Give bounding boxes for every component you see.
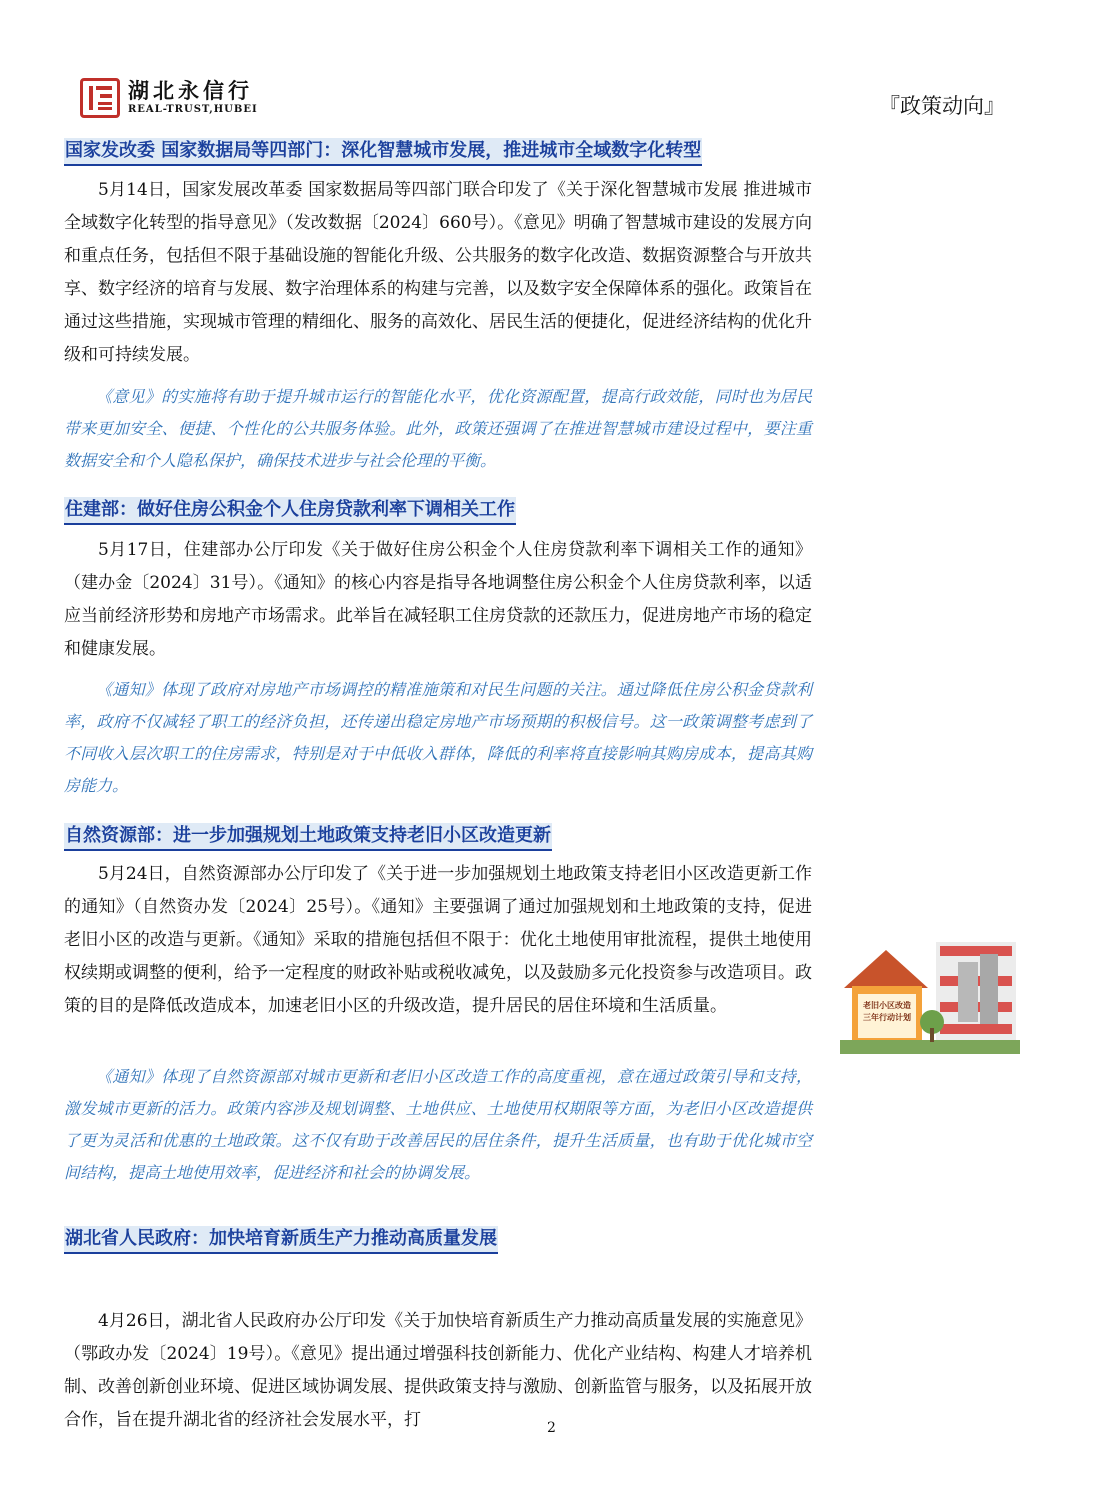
illustration-title-line1: 老旧小区改造 xyxy=(863,1001,911,1010)
company-logo xyxy=(80,78,258,118)
section-body-mnr: 5月24日，自然资源部办公厅印发了《关于进一步加强规划土地政策支持老旧小区改造更新工作的通知》（自然资办发〔2024〕25号）。《通知》主要强调了通过加强规划和土地政策的支持，促进老旧小区的改造与更新。《通知》采取的措施包括但不限于：优化土地使用审批流程，提供土地使用权续期或调整的便利，给予一定程度的财政补贴或税收减免，以及鼓励多元化投资参与改造项目。政策的目的是降低改造成本，加速老旧小区的升级改造，提升居民的居住环境和生活质量。 xyxy=(64,864,812,1016)
page-number: 2 xyxy=(547,1420,556,1436)
renovation-house-icon xyxy=(840,932,1020,1054)
section-heading-mohurd: 住建部：做好住房公积金个人住房贷款利率下调相关工作 xyxy=(64,497,516,525)
section-body-mohurd: 5月17日，住建部办公厅印发《关于做好住房公积金个人住房贷款利率下调相关工作的通知》（建办金〔2024〕31号）。《通知》的核心内容是指导各地调整住房公积金个人住房贷款利率，以适应当前经济形势和房地产市场需求。此举旨在减轻职工住房贷款的还款压力，促进房地产市场的稳定和健康发展。 xyxy=(64,540,812,659)
seal-logo-icon xyxy=(80,78,120,118)
section-tag: 『政策动向』 xyxy=(879,94,1005,118)
section-comment-mohurd: 《通知》体现了政府对房地产市场调控的精准施策和对民生问题的关注。通过降低住房公积金贷款利率，政府不仅减轻了职工的经济负担，还传递出稳定房地产市场预期的积极信号。这一政策调整考虑到了不同收入层次职工的住房需求，特别是对于中低收入群体，降低的利率将直接影响其购房成本，提高其购房能力。 xyxy=(64,680,812,795)
section-heading-hubei: 湖北省人民政府：加快培育新质生产力推动高质量发展 xyxy=(64,1226,498,1254)
section-comment-ndrc: 《意见》的实施将有助于提升城市运行的智能化水平，优化资源配置，提高行政效能，同时也为居民带来更加安全、便捷、个性化的公共服务体验。此外，政策还强调了在推进智慧城市建设过程中，要注重数据安全和个人隐私保护，确保技术进步与社会伦理的平衡。 xyxy=(64,387,812,470)
old-community-renovation-illustration xyxy=(840,932,1020,1054)
illustration-title-line2: 三年行动计划 xyxy=(863,1013,911,1022)
logo-chinese-name: 湖北永信行 xyxy=(128,79,253,103)
section-heading-ndrc: 国家发改委 国家数据局等四部门：深化智慧城市发展，推进城市全域数字化转型 xyxy=(64,138,702,166)
section-comment-mnr: 《通知》体现了自然资源部对城市更新和老旧小区改造工作的高度重视，意在通过政策引导和支持，激发城市更新的活力。政策内容涉及规划调整、土地供应、土地使用权期限等方面，为老旧小区改造提供了更为灵活和优惠的土地政策。这不仅有助于改善居民的居住条件，提升生活质量，也有助于优化城市空间结构，提高土地使用效率，促进经济和社会的协调发展。 xyxy=(64,1067,812,1182)
section-body-hubei: 4月26日，湖北省人民政府办公厅印发《关于加快培育新质生产力推动高质量发展的实施意见》（鄂政办发〔2024〕19号）。《意见》提出通过增强科技创新能力、优化产业结构、构建人才培养机制、改善创新创业环境、促进区域协调发展、提供政策支持与激励、创新监管与服务，以及拓展开放合作，旨在提升湖北省的经济社会发展水平，打 xyxy=(64,1311,812,1430)
logo-english-name: REAL-TRUST,HUBEI xyxy=(128,104,258,115)
section-heading-mnr: 自然资源部：进一步加强规划土地政策支持老旧小区改造更新 xyxy=(64,823,552,851)
section-body-ndrc: 5月14日，国家发展改革委 国家数据局等四部门联合印发了《关于深化智慧城市发展 推进城市全域数字化转型的指导意见》（发改数据〔2024〕660号）。《意见》明确了智慧城市建设的发展方向和重点任务，包括但不限于基础设施的智能化升级、公共服务的数字化改造、数据资源整合与开放共享、数字经济的培育与发展、数字治理体系的构建与完善，以及数字安全保障体系的强化。政策旨在通过这些措施，实现城市管理的精细化、服务的高效化、居民生活的便捷化，促进经济结构的优化升级和可持续发展。 xyxy=(64,180,812,365)
